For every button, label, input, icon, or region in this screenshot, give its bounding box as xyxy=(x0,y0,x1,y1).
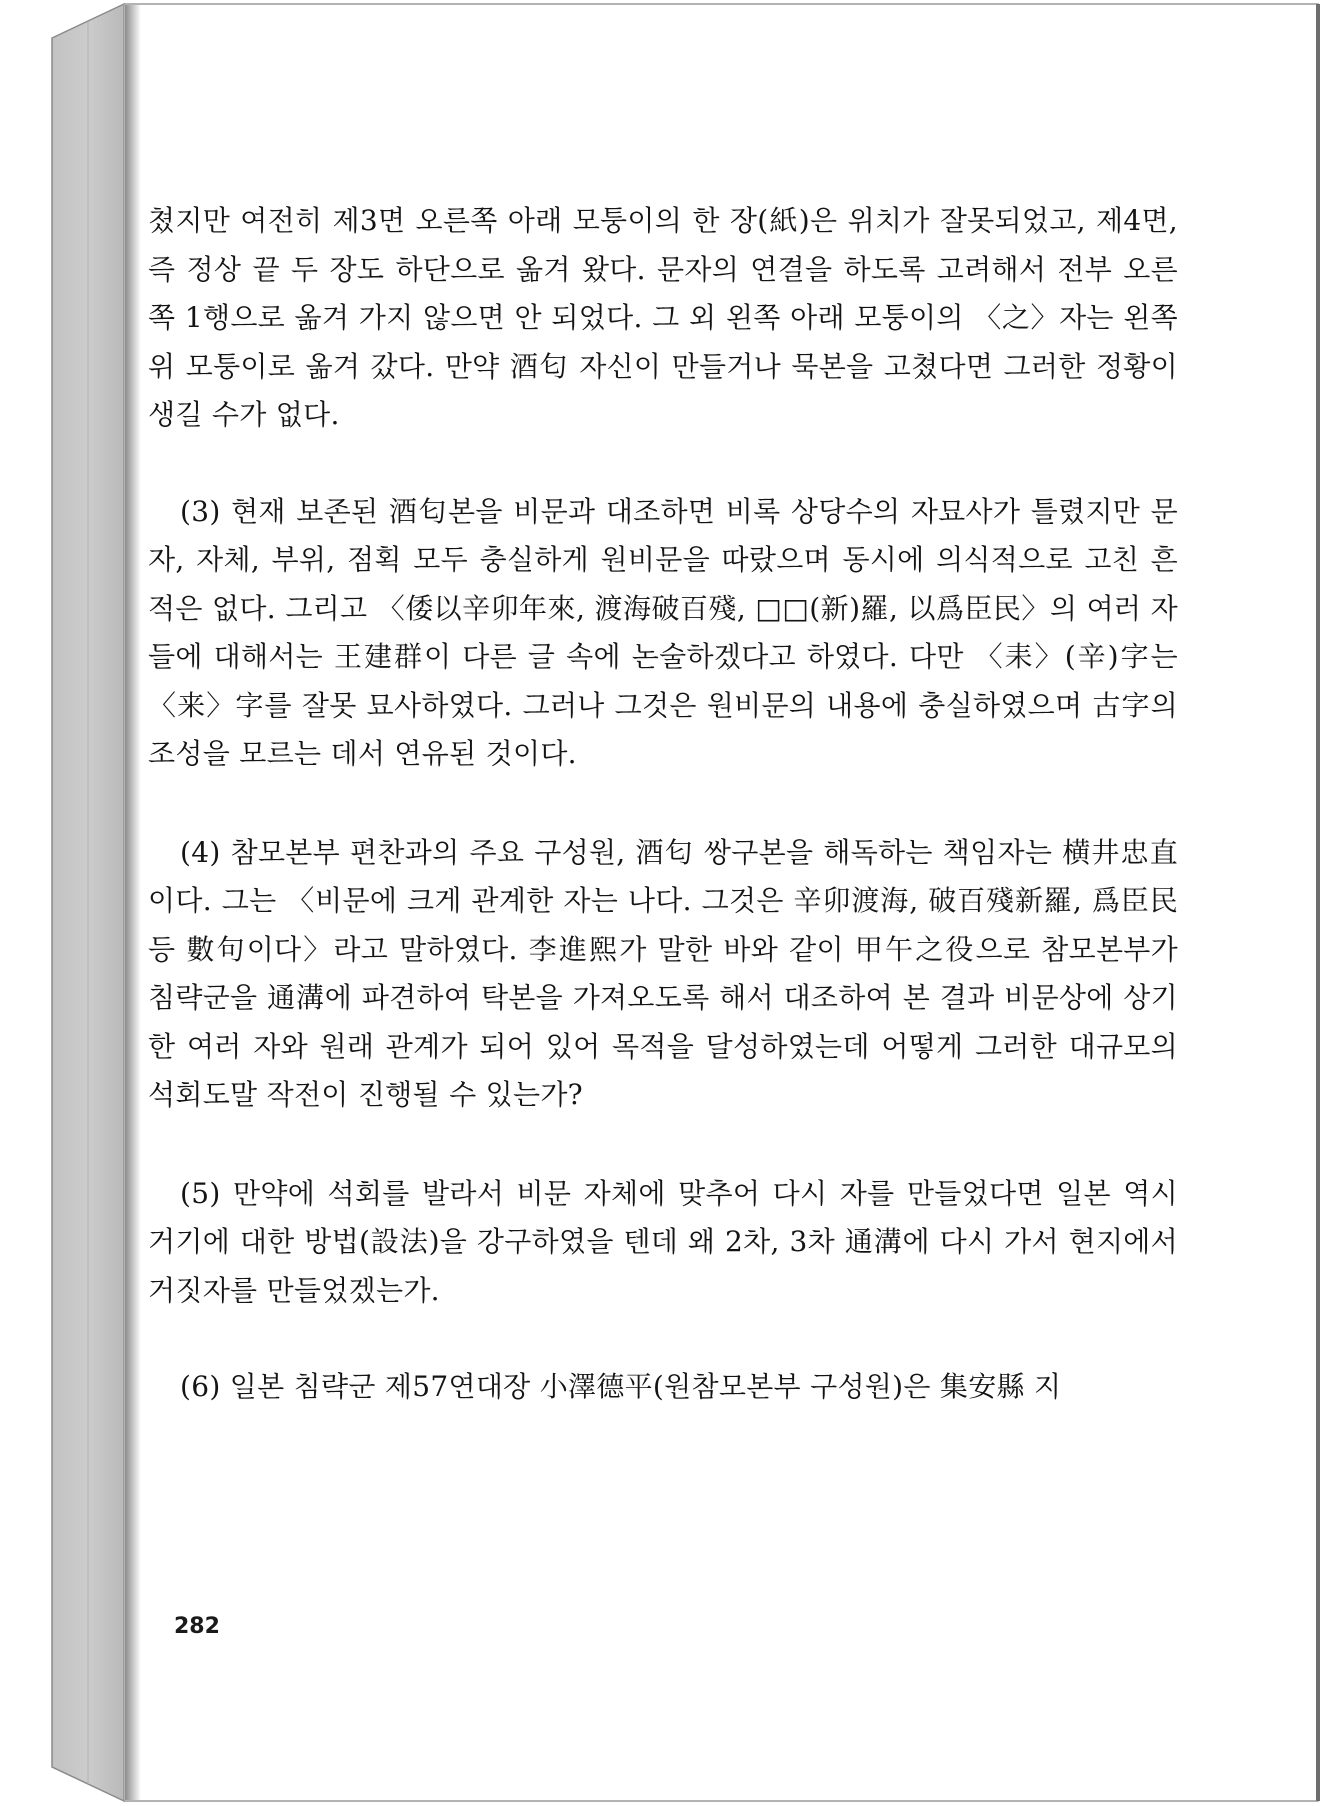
paragraph-item-4: (4) 참모본부 편찬과의 주요 구성원, 酒匂 쌍구본을 해독하는 책임자는 横井忠直이다. 그는 〈비문에 크게 관계한 자는 나다. 그것은 辛卯渡海, 破百殘新羅, 爲臣民 등 數句이다〉라고 말하였다. 李進熙가 말한 바와 같이 甲午之役으로 참모본부가 침략군을 通溝에 파견하여 탁본을 가져오도록 해서 대조하여 본 결과 비문상에 상기한 여러 자와 원래 관계가 되어 있어 목적을 달성하였는데 어떻게 그러한 대규모의 석회도말 작전이 진행될 수 있는가? xyxy=(148,835,1178,1111)
body-text xyxy=(148,197,1178,1412)
page-number: 282 xyxy=(174,1614,220,1639)
paragraph-item-5: (5) 만약에 석회를 발라서 비문 자체에 맞추어 다시 자를 만들었다면 일본 역시 거기에 대한 방법(設法)을 강구하였을 텐데 왜 2차, 3차 通溝에 다시 가서 현지에서 거짓자를 만들었겠는가. xyxy=(148,1176,1178,1307)
paragraph-continuation: 쳤지만 여전히 제3면 오른쪽 아래 모퉁이의 한 장(紙)은 위치가 잘못되었고, 제4면, 즉 정상 끝 두 장도 하단으로 옮겨 왔다. 문자의 연결을 하도록 고려해서 전부 오른쪽 1행으로 옮겨 가지 않으면 안 되었다. 그 외 왼쪽 아래 모퉁이의 〈之〉자는 왼쪽 위 모퉁이로 옮겨 갔다. 만약 酒匂 자신이 만들거나 묵본을 고쳤다면 그러한 정황이 생길 수가 없다. xyxy=(148,204,1178,431)
paragraph-item-3: (3) 현재 보존된 酒匂본을 비문과 대조하면 비록 상당수의 자묘사가 틀렸지만 문자, 자체, 부위, 점획 모두 충실하게 원비문을 따랐으며 동시에 의식적으로 고친 흔적은 없다. 그리고 〈倭以辛卯年來, 渡海破百殘, □□(新)羅, 以爲臣民〉의 여러 자들에 대해서는 王建群이 다른 글 속에 논술하겠다고 하였다. 다만 〈耒〉(辛)字는 〈来〉字를 잘못 묘사하였다. 그러나 그것은 원비문의 내용에 충실하였으며 古字의 조성을 모르는 데서 연유된 것이다. xyxy=(148,494,1178,770)
paragraph-item-6: (6) 일본 침략군 제57연대장 小澤德平(원참모본부 구성원)은 集安縣 지 xyxy=(180,1370,1062,1403)
